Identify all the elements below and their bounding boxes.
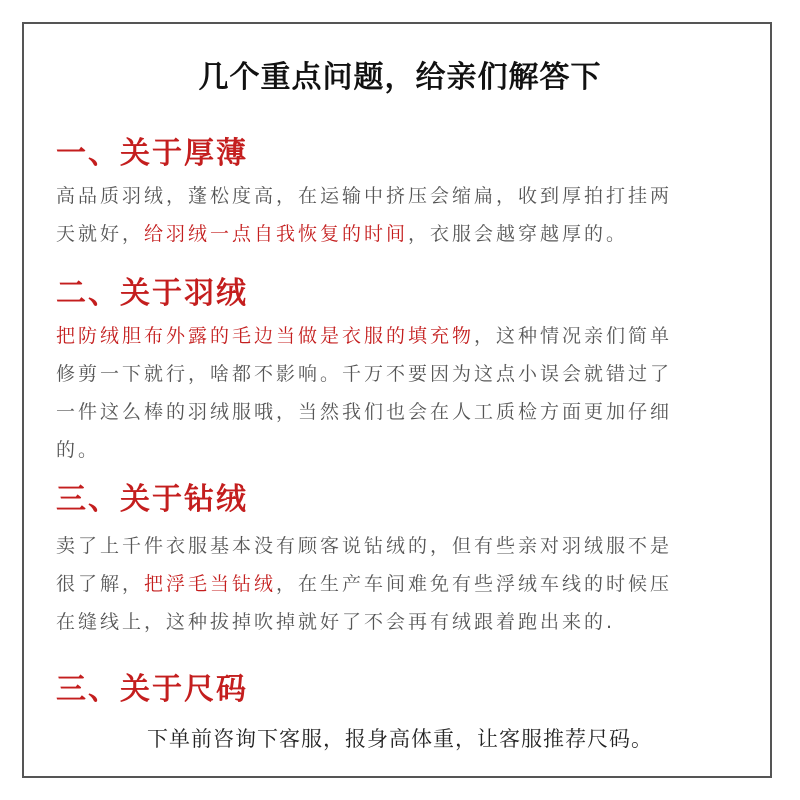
highlight-text: 给羽绒一点自我恢复的时间 xyxy=(144,223,409,245)
paragraph-line xyxy=(56,527,756,565)
section-body-thickness xyxy=(56,177,756,253)
paragraph-line xyxy=(56,215,756,253)
section-body-leakage xyxy=(56,527,756,641)
paragraph-line xyxy=(56,565,756,603)
section-heading-thickness: 一、关于厚薄 xyxy=(56,136,248,171)
body-text: ，在生产车间难免有些浮绒车线的时候压 xyxy=(276,573,673,595)
body-text: 天就好， xyxy=(56,223,145,245)
section-heading-down: 二、关于羽绒 xyxy=(56,276,248,311)
paragraph-line xyxy=(56,177,756,215)
paragraph-line xyxy=(56,431,756,469)
section-body-down xyxy=(56,317,756,469)
highlight-text: 把防绒胆布外露的毛边当做是衣服的填充物 xyxy=(56,325,475,347)
body-text: 很了解， xyxy=(56,573,145,595)
section-heading-leakage: 三、关于钻绒 xyxy=(56,482,248,517)
body-text: 的。 xyxy=(56,439,101,461)
paragraph-line xyxy=(56,393,756,431)
body-text: 在缝线上，这种拔掉吹掉就好了不会再有绒跟着跑出来的. xyxy=(56,611,616,633)
paragraph-line xyxy=(56,355,756,393)
body-text: ，衣服会越穿越厚的。 xyxy=(408,223,629,245)
body-text: 一件这么棒的羽绒服哦，当然我们也会在人工质检方面更加仔细 xyxy=(56,401,673,423)
body-text: ，这种情况亲们简单 xyxy=(474,325,673,347)
paragraph-line xyxy=(56,317,756,355)
section-body-size: 下单前咨询下客服，报身高体重，让客服推荐尺码。 xyxy=(147,727,653,751)
section-heading-size: 三、关于尺码 xyxy=(56,672,248,707)
body-text: 卖了上千件衣服基本没有顾客说钻绒的，但有些亲对羽绒服不是 xyxy=(56,535,673,557)
highlight-text: 把浮毛当钻绒 xyxy=(144,573,277,595)
body-text: 高品质羽绒，蓬松度高，在运输中挤压会缩扁，收到厚拍打挂两 xyxy=(56,185,673,207)
paragraph-line xyxy=(56,603,756,641)
page-title: 几个重点问题，给亲们解答下 xyxy=(198,60,602,95)
body-text: 修剪一下就行，啥都不影响。千万不要因为这点小误会就错过了 xyxy=(56,363,673,385)
